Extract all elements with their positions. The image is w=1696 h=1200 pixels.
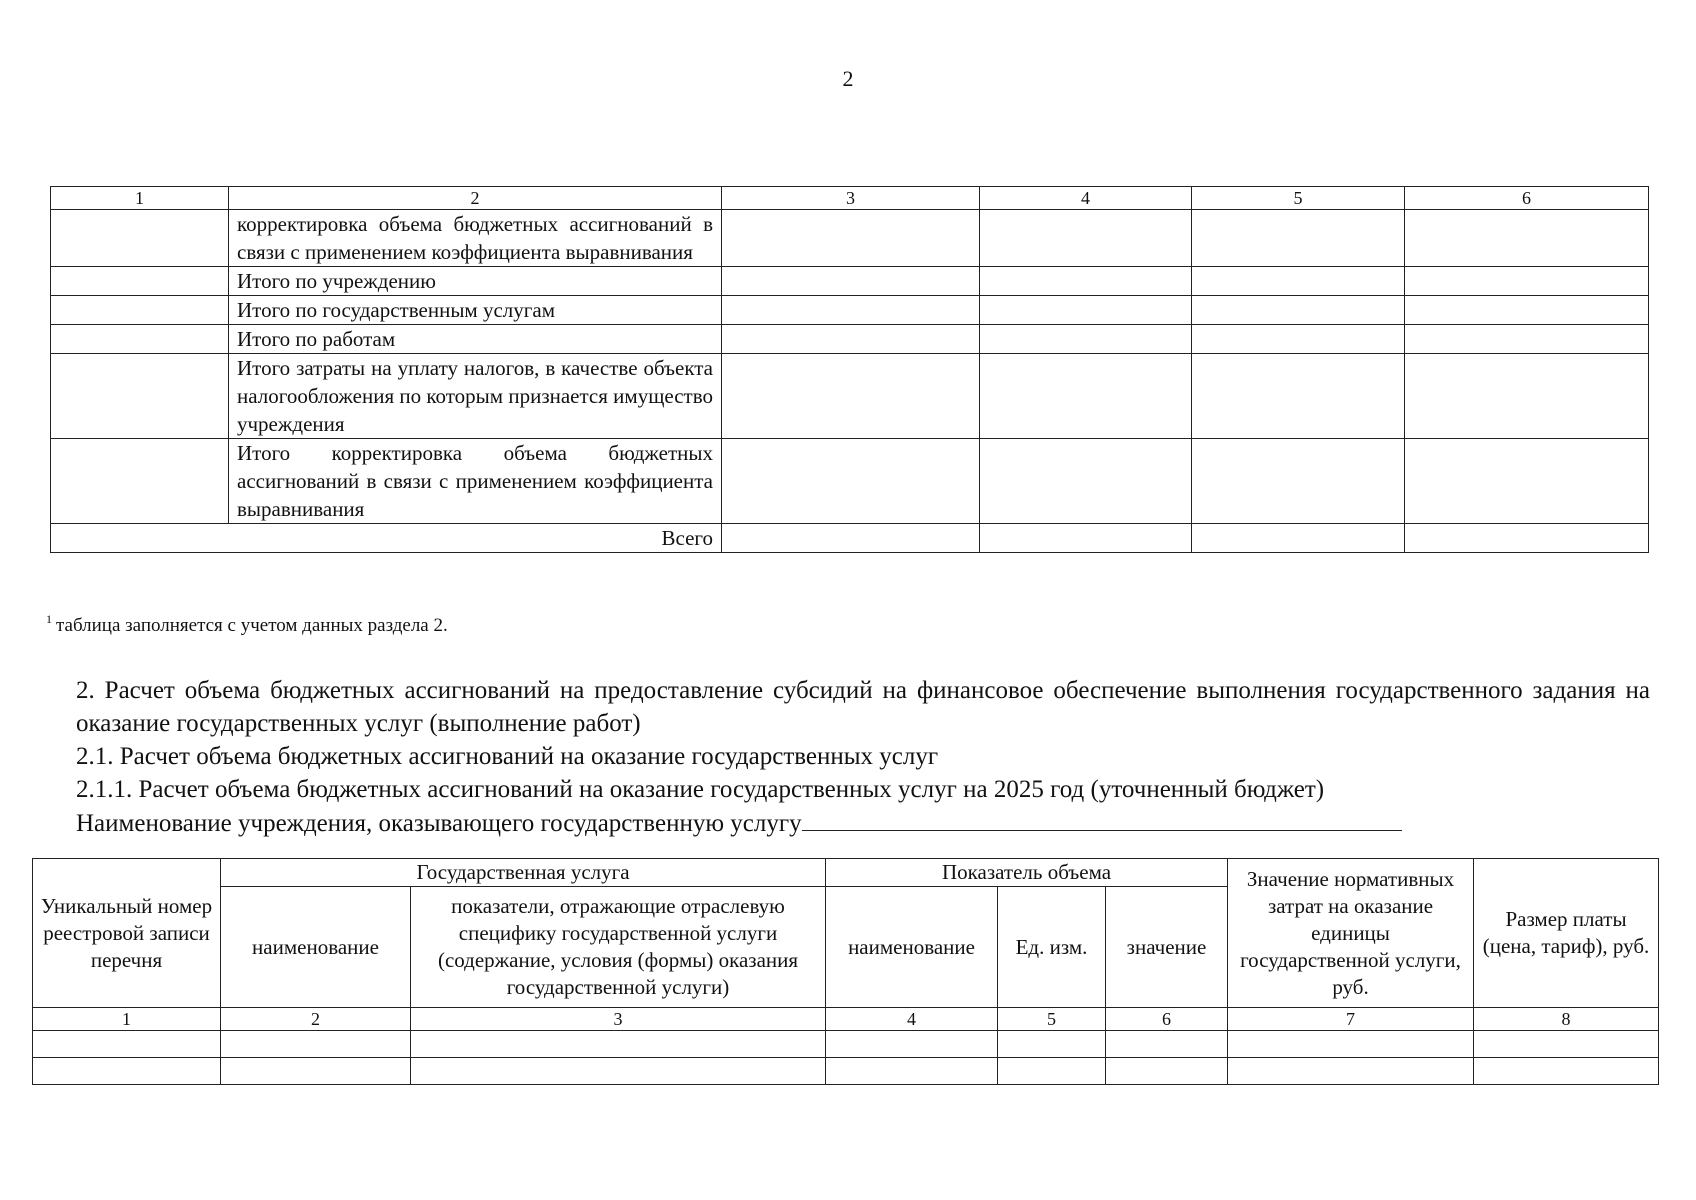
header-volume-unit: Ед. изм. (998, 887, 1106, 1008)
table1-row-total-institution (51, 267, 1649, 296)
institution-name-blank[interactable] (802, 806, 1402, 831)
table2-cell[interactable] (33, 1031, 221, 1058)
table2-cell[interactable] (1228, 1058, 1474, 1085)
institution-line (76, 806, 1650, 840)
header-fee: Размер платы (цена, тариф), руб. (1474, 859, 1659, 1008)
table1-cell (722, 354, 980, 439)
section-heading-2-1: 2.1. Расчет объема бюджетных ассигнований на оказание государственных услуг (76, 743, 939, 770)
table1-row-label: Итого по государственным услугам (229, 296, 722, 325)
table2-cell[interactable] (221, 1058, 411, 1085)
header-service-indicators: показатели, отражающие отраслевую специфику государственной услуги (содержание, условия (формы) оказания государственной услуги) (411, 887, 826, 1008)
table1-cell (1405, 524, 1649, 553)
table1-row-total-works (51, 325, 1649, 354)
table1-row-grand-total (51, 524, 1649, 553)
table1-column-number: 4 (980, 187, 1192, 210)
institution-label: Наименование учреждения, оказывающего государственную услугу (76, 810, 802, 837)
footnote-marker: 1 (46, 612, 52, 626)
table1-column-numbers-row (51, 187, 1649, 210)
table2-column-number: 1 (33, 1008, 221, 1031)
table2-cell[interactable] (411, 1058, 826, 1085)
table1-cell (1405, 439, 1649, 524)
table1-cell (980, 524, 1192, 553)
table1-cell (980, 354, 1192, 439)
table1-cell (51, 296, 229, 325)
table2-column-number: 4 (826, 1008, 998, 1031)
table1-row-label: корректировка объема бюджетных ассигнований в связи с применением коэффициента выравнивания (229, 210, 722, 267)
table2-cell[interactable] (1106, 1031, 1228, 1058)
table2-cell[interactable] (1228, 1031, 1474, 1058)
table1-row-label: Итого по работам (229, 325, 722, 354)
table1-cell (1405, 325, 1649, 354)
table1-total-label: Всего (51, 524, 722, 553)
table2-column-number: 6 (1106, 1008, 1228, 1031)
table2-cell[interactable] (1474, 1058, 1659, 1085)
table1-column-number: 2 (229, 187, 722, 210)
table1-row-total-services (51, 296, 1649, 325)
table1-row-total-taxes (51, 354, 1649, 439)
table2-column-number: 7 (1228, 1008, 1474, 1031)
table1-cell (1405, 296, 1649, 325)
header-registry-number: Уникальный номер реестровой записи перечня (33, 859, 221, 1008)
page-number: 2 (842, 66, 854, 91)
table1-column-number: 6 (1405, 187, 1649, 210)
table1-cell (1192, 524, 1405, 553)
table1-cell (51, 267, 229, 296)
table1-column-number: 3 (722, 187, 980, 210)
table1-cell (51, 354, 229, 439)
table2-cell[interactable] (1474, 1031, 1659, 1058)
table1-cell (1192, 439, 1405, 524)
table1-row-total-adjustment (51, 439, 1649, 524)
table1-cell (722, 325, 980, 354)
footnote-text: таблица заполняется с учетом данных раздела 2. (56, 615, 448, 636)
table2-cell[interactable] (221, 1031, 411, 1058)
table-row (33, 1058, 1659, 1085)
table2-column-numbers-row (33, 1008, 1659, 1031)
table1-row-label: Итого затраты на уплату налогов, в качестве объекта налогообложения по которым признается имущество учреждения (229, 354, 722, 439)
table1-cell (1192, 296, 1405, 325)
table1-cell (51, 439, 229, 524)
table1-cell (722, 267, 980, 296)
table2-cell[interactable] (826, 1058, 998, 1085)
services-calculation-table (32, 858, 1659, 1085)
header-service-group: Государственная услуга (221, 859, 826, 887)
table1-cell (722, 210, 980, 267)
table2-cell[interactable] (33, 1058, 221, 1085)
table1-cell (980, 325, 1192, 354)
table1-column-number: 1 (51, 187, 229, 210)
table1-cell (1405, 267, 1649, 296)
table1-row-label: Итого корректировка объема бюджетных ассигнований в связи с применением коэффициента выравнивания (229, 439, 722, 524)
table2-cell[interactable] (1106, 1058, 1228, 1085)
table2-cell[interactable] (998, 1031, 1106, 1058)
table1-cell (1405, 354, 1649, 439)
table1-row-coefficient-adjustment (51, 210, 1649, 267)
budget-summary-table (50, 186, 1649, 553)
table2-header-row-1 (33, 859, 1659, 887)
table1-cell (1405, 210, 1649, 267)
table2-column-number: 5 (998, 1008, 1106, 1031)
table2-cell[interactable] (826, 1031, 998, 1058)
table1-cell (1192, 267, 1405, 296)
header-volume-group: Показатель объема (826, 859, 1228, 887)
table2-column-number: 3 (411, 1008, 826, 1031)
table1-cell (980, 267, 1192, 296)
table2-cell[interactable] (998, 1058, 1106, 1085)
section-heading-2-1-1: 2.1.1. Расчет объема бюджетных ассигнований на оказание государственных услуг на 2025 год (уточненный бюджет) (76, 776, 1325, 803)
table1-cell (1192, 354, 1405, 439)
table1-cell (1192, 210, 1405, 267)
table1-cell (722, 439, 980, 524)
header-service-name: наименование (221, 887, 411, 1008)
table1-column-number: 5 (1192, 187, 1405, 210)
table1-cell (51, 210, 229, 267)
table1-cell (980, 439, 1192, 524)
table1-cell (722, 296, 980, 325)
table1-row-label: Итого по учреждению (229, 267, 722, 296)
table1-cell (980, 296, 1192, 325)
header-normative-costs: Значение нормативных затрат на оказание единицы государственной услуги, руб. (1228, 859, 1474, 1008)
table1-cell (1192, 325, 1405, 354)
table-row (33, 1031, 1659, 1058)
table1-cell (722, 524, 980, 553)
table2-column-number: 8 (1474, 1008, 1659, 1031)
table1-cell (51, 325, 229, 354)
table2-cell[interactable] (411, 1031, 826, 1058)
table2-column-number: 2 (221, 1008, 411, 1031)
header-volume-name: наименование (826, 887, 998, 1008)
header-volume-value: значение (1106, 887, 1228, 1008)
table1-cell (980, 210, 1192, 267)
section-2 (76, 674, 1650, 840)
footnote (46, 612, 448, 637)
section-heading-2: 2. Расчет объема бюджетных ассигнований на предоставление субсидий на финансовое обеспечение выполнения государственного задания на оказание государственных услуг (выполнение работ) (76, 677, 1650, 737)
